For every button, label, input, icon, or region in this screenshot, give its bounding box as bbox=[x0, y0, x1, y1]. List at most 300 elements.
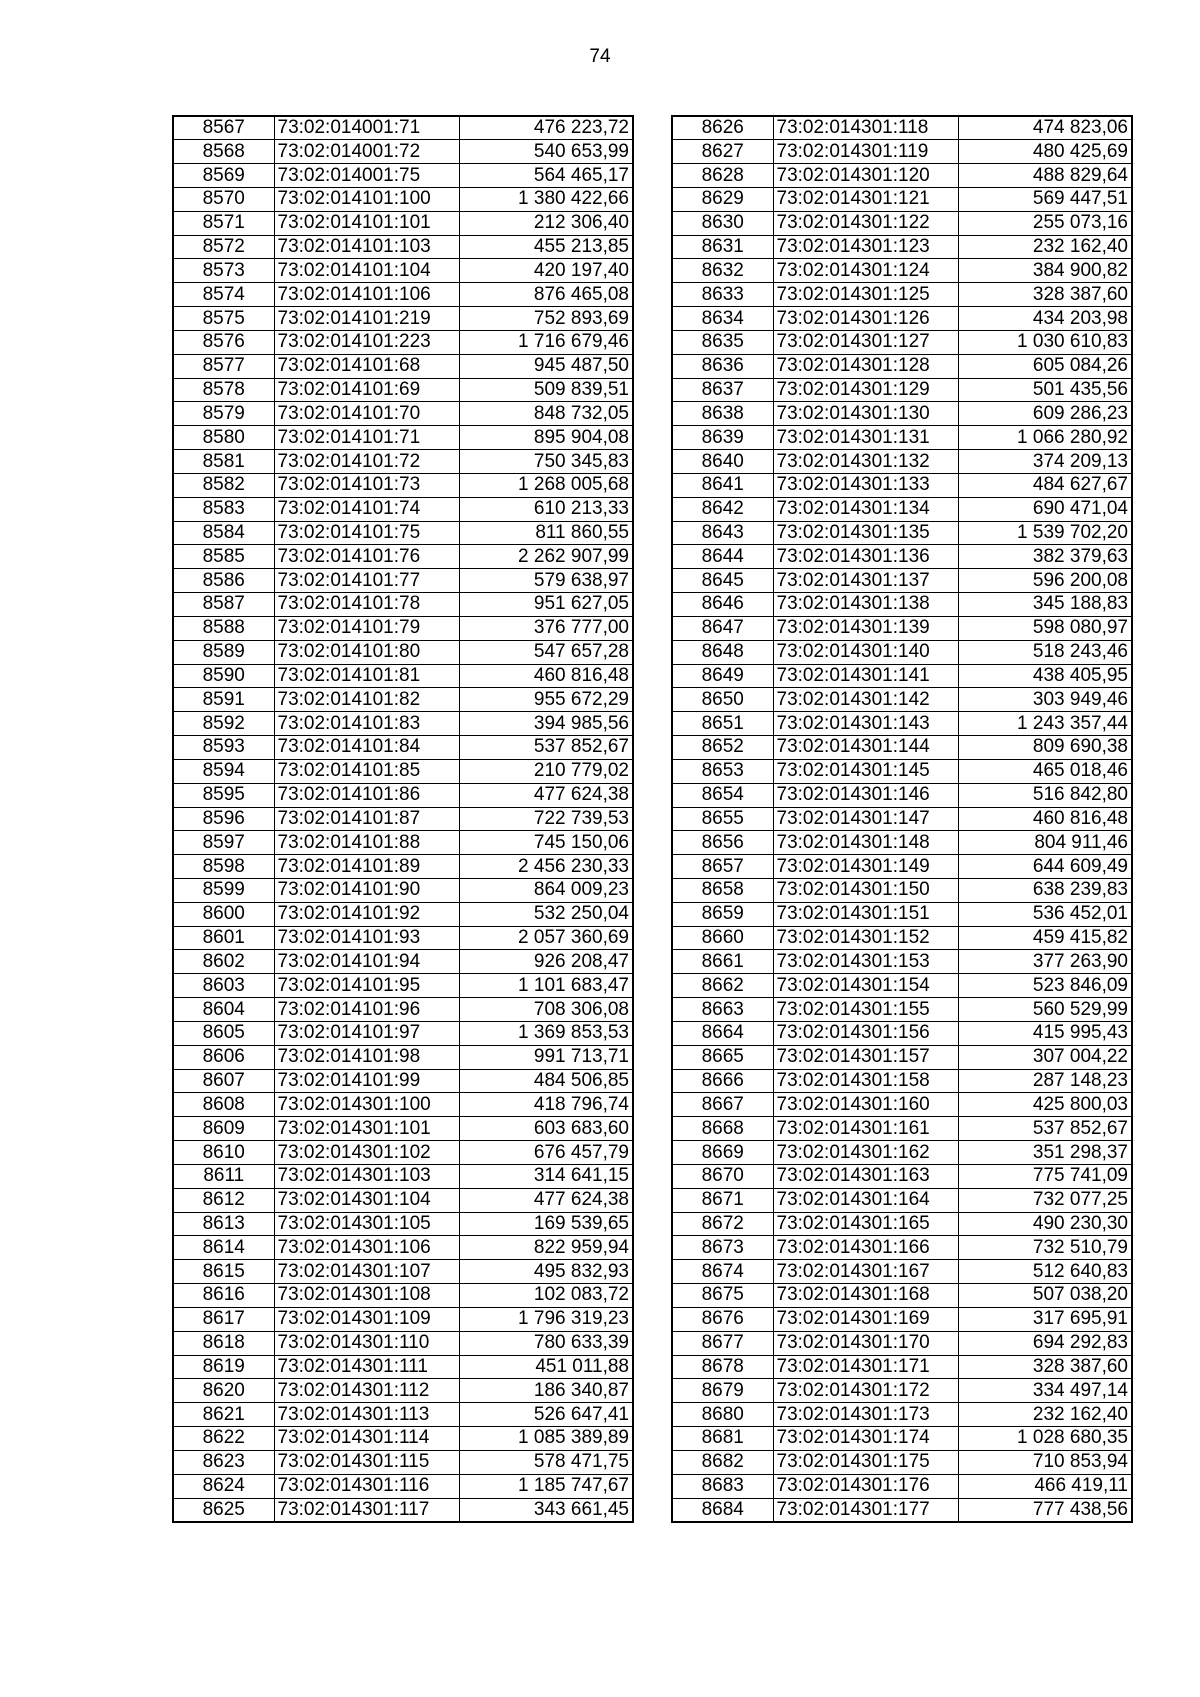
cadastral-number-cell: 73:02:014301:138 bbox=[773, 593, 958, 617]
cadastral-number-cell: 73:02:014101:94 bbox=[274, 950, 459, 974]
value-cell: 501 435,56 bbox=[958, 378, 1132, 402]
row-number-cell: 8640 bbox=[672, 450, 773, 474]
cadastral-number-cell: 73:02:014101:74 bbox=[274, 497, 459, 521]
row-number-cell: 8624 bbox=[173, 1474, 274, 1498]
table-row bbox=[173, 402, 633, 426]
cadastral-number-cell: 73:02:014101:78 bbox=[274, 593, 459, 617]
cadastral-number-cell: 73:02:014101:95 bbox=[274, 974, 459, 998]
row-number-cell: 8633 bbox=[672, 283, 773, 307]
table-row bbox=[173, 140, 633, 164]
value-cell: 1 101 683,47 bbox=[459, 974, 633, 998]
cadastral-number-cell: 73:02:014301:116 bbox=[274, 1474, 459, 1498]
cadastral-number-cell: 73:02:014301:117 bbox=[274, 1498, 459, 1522]
table-row bbox=[672, 1141, 1132, 1165]
table-row bbox=[173, 640, 633, 664]
value-cell: 547 657,28 bbox=[459, 640, 633, 664]
row-number-cell: 8627 bbox=[672, 140, 773, 164]
value-cell: 495 832,93 bbox=[459, 1260, 633, 1284]
table-row bbox=[672, 450, 1132, 474]
row-number-cell: 8594 bbox=[173, 759, 274, 783]
cadastral-number-cell: 73:02:014101:68 bbox=[274, 354, 459, 378]
cadastral-number-cell: 73:02:014101:86 bbox=[274, 783, 459, 807]
table-row bbox=[672, 616, 1132, 640]
table-row bbox=[672, 807, 1132, 831]
row-number-cell: 8638 bbox=[672, 402, 773, 426]
table-row bbox=[672, 1260, 1132, 1284]
value-cell: 676 457,79 bbox=[459, 1141, 633, 1165]
cadastral-number-cell: 73:02:014101:87 bbox=[274, 807, 459, 831]
cadastral-number-cell: 73:02:014101:88 bbox=[274, 831, 459, 855]
cadastral-number-cell: 73:02:014101:71 bbox=[274, 426, 459, 450]
table-row bbox=[672, 950, 1132, 974]
table-row bbox=[173, 879, 633, 903]
row-number-cell: 8571 bbox=[173, 211, 274, 235]
row-number-cell: 8570 bbox=[173, 187, 274, 211]
value-cell: 537 852,67 bbox=[459, 736, 633, 760]
row-number-cell: 8573 bbox=[173, 259, 274, 283]
value-cell: 303 949,46 bbox=[958, 688, 1132, 712]
table-row bbox=[173, 259, 633, 283]
row-number-cell: 8614 bbox=[173, 1236, 274, 1260]
table-row bbox=[173, 974, 633, 998]
row-number-cell: 8598 bbox=[173, 855, 274, 879]
row-number-cell: 8585 bbox=[173, 545, 274, 569]
cadastral-number-cell: 73:02:014301:101 bbox=[274, 1117, 459, 1141]
table-body bbox=[173, 116, 633, 1522]
row-number-cell: 8578 bbox=[173, 378, 274, 402]
cadastral-number-cell: 73:02:014301:158 bbox=[773, 1069, 958, 1093]
row-number-cell: 8672 bbox=[672, 1212, 773, 1236]
cadastral-number-cell: 73:02:014301:119 bbox=[773, 140, 958, 164]
row-number-cell: 8613 bbox=[173, 1212, 274, 1236]
table-row bbox=[672, 545, 1132, 569]
value-cell: 415 995,43 bbox=[958, 1021, 1132, 1045]
table-row bbox=[173, 1474, 633, 1498]
cadastral-number-cell: 73:02:014301:148 bbox=[773, 831, 958, 855]
table-row bbox=[672, 831, 1132, 855]
row-number-cell: 8609 bbox=[173, 1117, 274, 1141]
value-cell: 232 162,40 bbox=[958, 235, 1132, 259]
row-number-cell: 8572 bbox=[173, 235, 274, 259]
value-cell: 1 369 853,53 bbox=[459, 1021, 633, 1045]
table-row bbox=[173, 354, 633, 378]
table-row bbox=[173, 1427, 633, 1451]
table-row bbox=[672, 664, 1132, 688]
table-row bbox=[672, 593, 1132, 617]
cadastral-number-cell: 73:02:014101:79 bbox=[274, 616, 459, 640]
row-number-cell: 8641 bbox=[672, 473, 773, 497]
cadastral-number-cell: 73:02:014301:164 bbox=[773, 1188, 958, 1212]
value-cell: 480 425,69 bbox=[958, 140, 1132, 164]
table-row bbox=[173, 235, 633, 259]
value-cell: 507 038,20 bbox=[958, 1284, 1132, 1308]
row-number-cell: 8622 bbox=[173, 1427, 274, 1451]
table-row bbox=[672, 926, 1132, 950]
row-number-cell: 8596 bbox=[173, 807, 274, 831]
row-number-cell: 8663 bbox=[672, 998, 773, 1022]
row-number-cell: 8567 bbox=[173, 116, 274, 140]
cadastral-number-cell: 73:02:014001:72 bbox=[274, 140, 459, 164]
cadastral-number-cell: 73:02:014101:96 bbox=[274, 998, 459, 1022]
cadastral-number-cell: 73:02:014301:166 bbox=[773, 1236, 958, 1260]
value-cell: 516 842,80 bbox=[958, 783, 1132, 807]
cadastral-number-cell: 73:02:014101:219 bbox=[274, 307, 459, 331]
value-cell: 578 471,75 bbox=[459, 1450, 633, 1474]
row-number-cell: 8655 bbox=[672, 807, 773, 831]
cadastral-number-cell: 73:02:014301:137 bbox=[773, 569, 958, 593]
cadastral-number-cell: 73:02:014301:175 bbox=[773, 1450, 958, 1474]
value-cell: 750 345,83 bbox=[459, 450, 633, 474]
table-row bbox=[173, 473, 633, 497]
table-row bbox=[173, 950, 633, 974]
row-number-cell: 8577 bbox=[173, 354, 274, 378]
cadastral-number-cell: 73:02:014301:114 bbox=[274, 1427, 459, 1451]
row-number-cell: 8678 bbox=[672, 1355, 773, 1379]
row-number-cell: 8582 bbox=[173, 473, 274, 497]
row-number-cell: 8576 bbox=[173, 330, 274, 354]
value-cell: 955 672,29 bbox=[459, 688, 633, 712]
value-cell: 1 185 747,67 bbox=[459, 1474, 633, 1498]
cadastral-number-cell: 73:02:014301:122 bbox=[773, 211, 958, 235]
value-cell: 895 904,08 bbox=[459, 426, 633, 450]
table-row bbox=[173, 1307, 633, 1331]
table-row bbox=[173, 187, 633, 211]
row-number-cell: 8615 bbox=[173, 1260, 274, 1284]
cadastral-number-cell: 73:02:014301:147 bbox=[773, 807, 958, 831]
row-number-cell: 8574 bbox=[173, 283, 274, 307]
cadastral-number-cell: 73:02:014301:106 bbox=[274, 1236, 459, 1260]
cadastral-number-cell: 73:02:014301:139 bbox=[773, 616, 958, 640]
row-number-cell: 8668 bbox=[672, 1117, 773, 1141]
row-number-cell: 8645 bbox=[672, 569, 773, 593]
row-number-cell: 8632 bbox=[672, 259, 773, 283]
table-row bbox=[672, 426, 1132, 450]
table-row bbox=[672, 736, 1132, 760]
row-number-cell: 8682 bbox=[672, 1450, 773, 1474]
page-number: 74 bbox=[589, 46, 611, 67]
row-number-cell: 8579 bbox=[173, 402, 274, 426]
row-number-cell: 8611 bbox=[173, 1164, 274, 1188]
value-cell: 526 647,41 bbox=[459, 1403, 633, 1427]
cadastral-number-cell: 73:02:014301:135 bbox=[773, 521, 958, 545]
value-cell: 1 796 319,23 bbox=[459, 1307, 633, 1331]
row-number-cell: 8656 bbox=[672, 831, 773, 855]
cadastral-number-cell: 73:02:014301:102 bbox=[274, 1141, 459, 1165]
table-row bbox=[672, 1450, 1132, 1474]
cadastral-number-cell: 73:02:014301:120 bbox=[773, 164, 958, 188]
table-row bbox=[672, 1021, 1132, 1045]
value-cell: 169 539,65 bbox=[459, 1212, 633, 1236]
table-row bbox=[173, 1141, 633, 1165]
value-cell: 418 796,74 bbox=[459, 1093, 633, 1117]
value-cell: 287 148,23 bbox=[958, 1069, 1132, 1093]
cadastral-number-cell: 73:02:014301:104 bbox=[274, 1188, 459, 1212]
table-row bbox=[672, 1093, 1132, 1117]
row-number-cell: 8602 bbox=[173, 950, 274, 974]
row-number-cell: 8608 bbox=[173, 1093, 274, 1117]
table-row bbox=[672, 974, 1132, 998]
cadastral-number-cell: 73:02:014301:132 bbox=[773, 450, 958, 474]
value-cell: 466 419,11 bbox=[958, 1474, 1132, 1498]
value-cell: 307 004,22 bbox=[958, 1045, 1132, 1069]
table-row bbox=[672, 1045, 1132, 1069]
row-number-cell: 8674 bbox=[672, 1260, 773, 1284]
cadastral-number-cell: 73:02:014101:84 bbox=[274, 736, 459, 760]
row-number-cell: 8586 bbox=[173, 569, 274, 593]
row-number-cell: 8673 bbox=[672, 1236, 773, 1260]
cadastral-number-cell: 73:02:014301:126 bbox=[773, 307, 958, 331]
row-number-cell: 8667 bbox=[672, 1093, 773, 1117]
row-number-cell: 8620 bbox=[173, 1379, 274, 1403]
cadastral-number-cell: 73:02:014101:76 bbox=[274, 545, 459, 569]
table-row bbox=[672, 569, 1132, 593]
cadastral-number-cell: 73:02:014301:151 bbox=[773, 902, 958, 926]
row-number-cell: 8642 bbox=[672, 497, 773, 521]
value-cell: 926 208,47 bbox=[459, 950, 633, 974]
table-row bbox=[672, 211, 1132, 235]
table-row bbox=[173, 783, 633, 807]
table-row bbox=[672, 998, 1132, 1022]
value-cell: 644 609,49 bbox=[958, 855, 1132, 879]
value-cell: 212 306,40 bbox=[459, 211, 633, 235]
row-number-cell: 8659 bbox=[672, 902, 773, 926]
table-row bbox=[672, 164, 1132, 188]
table-row bbox=[672, 259, 1132, 283]
row-number-cell: 8581 bbox=[173, 450, 274, 474]
value-cell: 564 465,17 bbox=[459, 164, 633, 188]
table-row bbox=[173, 807, 633, 831]
cadastral-number-cell: 73:02:014101:77 bbox=[274, 569, 459, 593]
table-row bbox=[672, 855, 1132, 879]
table-row bbox=[173, 283, 633, 307]
cadastral-number-cell: 73:02:014301:153 bbox=[773, 950, 958, 974]
cadastral-number-cell: 73:02:014301:167 bbox=[773, 1260, 958, 1284]
row-number-cell: 8635 bbox=[672, 330, 773, 354]
row-number-cell: 8569 bbox=[173, 164, 274, 188]
table-row bbox=[173, 426, 633, 450]
row-number-cell: 8676 bbox=[672, 1307, 773, 1331]
table-row bbox=[672, 1284, 1132, 1308]
cadastral-number-cell: 73:02:014301:143 bbox=[773, 712, 958, 736]
table-row bbox=[672, 1331, 1132, 1355]
cadastral-number-cell: 73:02:014301:171 bbox=[773, 1355, 958, 1379]
row-number-cell: 8683 bbox=[672, 1474, 773, 1498]
cadastral-number-cell: 73:02:014301:107 bbox=[274, 1260, 459, 1284]
value-cell: 775 741,09 bbox=[958, 1164, 1132, 1188]
value-cell: 1 539 702,20 bbox=[958, 521, 1132, 545]
row-number-cell: 8612 bbox=[173, 1188, 274, 1212]
value-cell: 465 018,46 bbox=[958, 759, 1132, 783]
value-cell: 394 985,56 bbox=[459, 712, 633, 736]
cadastral-number-cell: 73:02:014101:104 bbox=[274, 259, 459, 283]
cadastral-number-cell: 73:02:014301:168 bbox=[773, 1284, 958, 1308]
cadastral-number-cell: 73:02:014301:165 bbox=[773, 1212, 958, 1236]
table-row bbox=[672, 1188, 1132, 1212]
table-row bbox=[672, 1379, 1132, 1403]
table-row bbox=[173, 1045, 633, 1069]
value-cell: 722 739,53 bbox=[459, 807, 633, 831]
cadastral-number-cell: 73:02:014301:130 bbox=[773, 402, 958, 426]
table-row bbox=[173, 902, 633, 926]
value-cell: 518 243,46 bbox=[958, 640, 1132, 664]
value-cell: 425 800,03 bbox=[958, 1093, 1132, 1117]
table-row bbox=[173, 1021, 633, 1045]
table-row bbox=[173, 330, 633, 354]
value-cell: 732 077,25 bbox=[958, 1188, 1132, 1212]
row-number-cell: 8610 bbox=[173, 1141, 274, 1165]
table-row bbox=[173, 1260, 633, 1284]
row-number-cell: 8650 bbox=[672, 688, 773, 712]
row-number-cell: 8637 bbox=[672, 378, 773, 402]
table-row bbox=[672, 712, 1132, 736]
row-number-cell: 8603 bbox=[173, 974, 274, 998]
cadastral-number-cell: 73:02:014101:100 bbox=[274, 187, 459, 211]
cadastral-table-left bbox=[172, 115, 634, 1523]
value-cell: 804 911,46 bbox=[958, 831, 1132, 855]
row-number-cell: 8680 bbox=[672, 1403, 773, 1427]
table-row bbox=[173, 1093, 633, 1117]
value-cell: 1 716 679,46 bbox=[459, 330, 633, 354]
value-cell: 945 487,50 bbox=[459, 354, 633, 378]
row-number-cell: 8657 bbox=[672, 855, 773, 879]
table-row bbox=[672, 1236, 1132, 1260]
value-cell: 477 624,38 bbox=[459, 783, 633, 807]
cadastral-number-cell: 73:02:014101:90 bbox=[274, 879, 459, 903]
table-row bbox=[173, 616, 633, 640]
value-cell: 420 197,40 bbox=[459, 259, 633, 283]
cadastral-number-cell: 73:02:014301:176 bbox=[773, 1474, 958, 1498]
value-cell: 603 683,60 bbox=[459, 1117, 633, 1141]
value-cell: 809 690,38 bbox=[958, 736, 1132, 760]
cadastral-number-cell: 73:02:014301:162 bbox=[773, 1141, 958, 1165]
row-number-cell: 8593 bbox=[173, 736, 274, 760]
table-row bbox=[672, 759, 1132, 783]
row-number-cell: 8592 bbox=[173, 712, 274, 736]
row-number-cell: 8647 bbox=[672, 616, 773, 640]
table-row bbox=[173, 855, 633, 879]
cadastral-number-cell: 73:02:014101:101 bbox=[274, 211, 459, 235]
table-row bbox=[672, 1164, 1132, 1188]
row-number-cell: 8606 bbox=[173, 1045, 274, 1069]
table-row bbox=[672, 473, 1132, 497]
value-cell: 382 379,63 bbox=[958, 545, 1132, 569]
value-cell: 345 188,83 bbox=[958, 593, 1132, 617]
cadastral-number-cell: 73:02:014001:71 bbox=[274, 116, 459, 140]
table-row bbox=[672, 1117, 1132, 1141]
row-number-cell: 8595 bbox=[173, 783, 274, 807]
value-cell: 708 306,08 bbox=[459, 998, 633, 1022]
row-number-cell: 8652 bbox=[672, 736, 773, 760]
value-cell: 488 829,64 bbox=[958, 164, 1132, 188]
table-row bbox=[173, 116, 633, 140]
row-number-cell: 8639 bbox=[672, 426, 773, 450]
table-row bbox=[173, 1117, 633, 1141]
cadastral-number-cell: 73:02:014101:69 bbox=[274, 378, 459, 402]
value-cell: 210 779,02 bbox=[459, 759, 633, 783]
cadastral-number-cell: 73:02:014301:177 bbox=[773, 1498, 958, 1522]
value-cell: 102 083,72 bbox=[459, 1284, 633, 1308]
cadastral-number-cell: 73:02:014301:100 bbox=[274, 1093, 459, 1117]
value-cell: 186 340,87 bbox=[459, 1379, 633, 1403]
cadastral-number-cell: 73:02:014101:92 bbox=[274, 902, 459, 926]
row-number-cell: 8643 bbox=[672, 521, 773, 545]
value-cell: 822 959,94 bbox=[459, 1236, 633, 1260]
value-cell: 560 529,99 bbox=[958, 998, 1132, 1022]
value-cell: 780 633,39 bbox=[459, 1331, 633, 1355]
row-number-cell: 8675 bbox=[672, 1284, 773, 1308]
table-row bbox=[672, 140, 1132, 164]
value-cell: 334 497,14 bbox=[958, 1379, 1132, 1403]
row-number-cell: 8584 bbox=[173, 521, 274, 545]
row-number-cell: 8630 bbox=[672, 211, 773, 235]
cadastral-number-cell: 73:02:014301:124 bbox=[773, 259, 958, 283]
value-cell: 610 213,33 bbox=[459, 497, 633, 521]
row-number-cell: 8669 bbox=[672, 1141, 773, 1165]
row-number-cell: 8681 bbox=[672, 1427, 773, 1451]
row-number-cell: 8651 bbox=[672, 712, 773, 736]
table-row bbox=[672, 402, 1132, 426]
value-cell: 1 380 422,66 bbox=[459, 187, 633, 211]
cadastral-number-cell: 73:02:014301:112 bbox=[274, 1379, 459, 1403]
cadastral-number-cell: 73:02:014301:110 bbox=[274, 1331, 459, 1355]
cadastral-number-cell: 73:02:014301:145 bbox=[773, 759, 958, 783]
table-row bbox=[173, 593, 633, 617]
cadastral-number-cell: 73:02:014301:142 bbox=[773, 688, 958, 712]
row-number-cell: 8587 bbox=[173, 593, 274, 617]
cadastral-number-cell: 73:02:014301:152 bbox=[773, 926, 958, 950]
row-number-cell: 8658 bbox=[672, 879, 773, 903]
table-row bbox=[672, 1069, 1132, 1093]
table-row bbox=[173, 1188, 633, 1212]
cadastral-number-cell: 73:02:014101:82 bbox=[274, 688, 459, 712]
table-row bbox=[672, 187, 1132, 211]
cadastral-number-cell: 73:02:014301:103 bbox=[274, 1164, 459, 1188]
cadastral-number-cell: 73:02:014101:75 bbox=[274, 521, 459, 545]
row-number-cell: 8589 bbox=[173, 640, 274, 664]
row-number-cell: 8590 bbox=[173, 664, 274, 688]
value-cell: 328 387,60 bbox=[958, 1355, 1132, 1379]
row-number-cell: 8634 bbox=[672, 307, 773, 331]
table-row bbox=[672, 283, 1132, 307]
value-cell: 484 506,85 bbox=[459, 1069, 633, 1093]
table-row bbox=[173, 1450, 633, 1474]
cadastral-number-cell: 73:02:014301:136 bbox=[773, 545, 958, 569]
table-row bbox=[173, 1403, 633, 1427]
cadastral-number-cell: 73:02:014101:93 bbox=[274, 926, 459, 950]
value-cell: 991 713,71 bbox=[459, 1045, 633, 1069]
row-number-cell: 8664 bbox=[672, 1021, 773, 1045]
cadastral-number-cell: 73:02:014301:131 bbox=[773, 426, 958, 450]
table-row bbox=[672, 378, 1132, 402]
value-cell: 690 471,04 bbox=[958, 497, 1132, 521]
value-cell: 876 465,08 bbox=[459, 283, 633, 307]
value-cell: 710 853,94 bbox=[958, 1450, 1132, 1474]
row-number-cell: 8626 bbox=[672, 116, 773, 140]
value-cell: 1 268 005,68 bbox=[459, 473, 633, 497]
cadastral-number-cell: 73:02:014001:75 bbox=[274, 164, 459, 188]
value-cell: 376 777,00 bbox=[459, 616, 633, 640]
value-cell: 598 080,97 bbox=[958, 616, 1132, 640]
cadastral-number-cell: 73:02:014301:128 bbox=[773, 354, 958, 378]
cadastral-number-cell: 73:02:014301:129 bbox=[773, 378, 958, 402]
table-row bbox=[173, 1164, 633, 1188]
cadastral-number-cell: 73:02:014301:161 bbox=[773, 1117, 958, 1141]
cadastral-number-cell: 73:02:014101:73 bbox=[274, 473, 459, 497]
value-cell: 343 661,45 bbox=[459, 1498, 633, 1522]
cadastral-number-cell: 73:02:014101:223 bbox=[274, 330, 459, 354]
value-cell: 605 084,26 bbox=[958, 354, 1132, 378]
cadastral-number-cell: 73:02:014301:169 bbox=[773, 1307, 958, 1331]
